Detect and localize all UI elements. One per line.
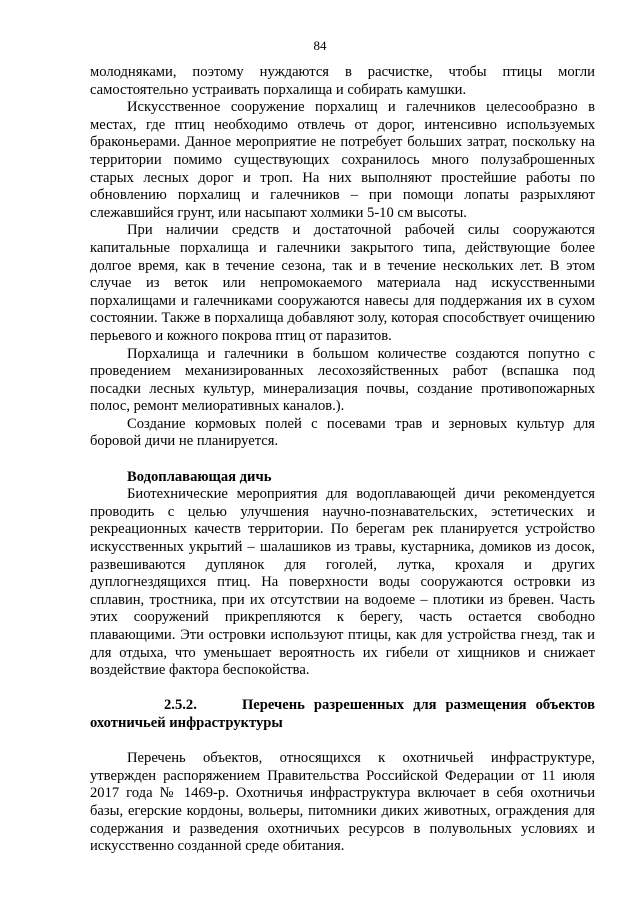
paragraph-forestry-works: Порхалища и галечники в большом количестве создаются попутно с проведением механизированных лесохозяйственных работ (вспашка под посадки лесных культур, минерализация почвы, создание противопожарных полос, ремонт мелиоративных каналов.). [90, 345, 595, 415]
spacer [90, 680, 595, 698]
paragraph-continuation: молодняками, поэтому нуждаются в расчистке, чтобы птицы могли самостоятельно устраивать порхалища и собирать камушки. [90, 64, 595, 98]
section-heading [90, 697, 595, 732]
paragraph-capital-dust-baths: При наличии средств и достаточной рабочей силы сооружаются капитальные порхалища и галечники закрытого типа, действующие более долгое время, как в течение сезона, так и в течение нескольких лет. В этом случае из веток или непромокаемого материала над искусственными порхалищами и галечниками сооружаются навесы для поддержания их в сухом состоянии. Также в порхалища добавляют золу, которая способствует очищению перьевого и кожного покрова птиц от паразитов. [90, 222, 595, 344]
waterfowl-heading: Водоплавающая дичь [127, 468, 272, 485]
paragraph-artificial-dust-baths: Искусственное сооружение порхалищ и галечников целесообразно в местах, где птиц необходимо отвлечь от дорог, интенсивно используемых браконьерами. Данное мероприятие не потребует больших затрат, поскольку на территории помимо существующих сохранилось много полузаброшенных старых лесных дорог и троп. На них выполняют простейшие работы по обновлению порхалищ и галечников – при помощи лопаты разрыхляют слежавшийся грунт, или насыпают холмики 5-10 см высоты. [90, 99, 595, 221]
page-content [90, 64, 595, 856]
spacer [90, 451, 595, 469]
section-number: 2.5.2. [164, 697, 197, 714]
waterfowl-paragraph: Биотехнические мероприятия для водоплавающей дичи рекомендуется проводить с целью улучшения научно-познавательских, эстетических и рекреационных качеств территории. По берегам рек планируется устройство искусственных укрытий – шалашиков из травы, кустарника, домиков из досок, развешиваются дуплянок для гоголей, лутка, крохаля и других дуплогнездящихся птиц. На поверхности воды сооружаются островки из сплавин, тростника, при их отсутствии на водоеме – плотики из бревен. Часть этих сооружений прикрепляются к берегу, часть остается свободно плавающими. Эти островки используют птицы, как для устройства гнезд, так и для отдыха, что уменьшает вероятность их гибели от хищников и снижает воздействие фактора беспокойства. [90, 486, 595, 679]
spacer [90, 733, 595, 751]
section-paragraph: Перечень объектов, относящихся к охотничьей инфраструктуре, утвержден распоряжением Правительства Российской Федерации от 11 июля 2017 года № 1469-р. Охотничья инфраструктура включает в себя охотничьи базы, егерские кордоны, вольеры, питомники диких животных, ограждения для содержания и разведения охотничьих ресурсов в полувольных условиях и искусственно созданной среде обитания. [90, 750, 595, 855]
section-title: Перечень разрешенных для размещения объектов охотничьей инфраструктуры [90, 697, 595, 731]
paragraph-feeding-fields: Создание кормовых полей с посевами трав и зерновых культур для боровой дичи не планируется. [90, 415, 595, 450]
page-number: 84 [313, 38, 327, 53]
